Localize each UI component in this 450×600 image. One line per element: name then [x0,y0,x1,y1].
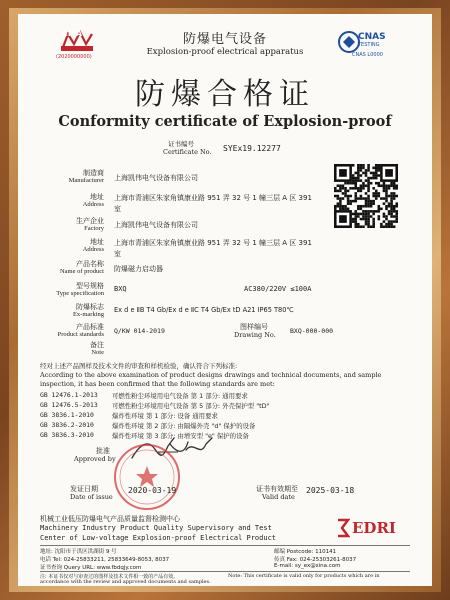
std-text: 爆炸性环境 第 3 部分: 由增安型 "e" 保护的设备 [112,432,249,440]
issue-date-label-en: Date of issue [70,493,113,501]
certificate-title-en: Conformity certificate of Explosion-proof [58,113,392,130]
footer-email: E-mail: sy_ex@sina.com [274,563,341,569]
drawing-no-label-zh: 图样编号 [240,323,268,331]
issue-date-label-zh: 发证日期 [70,485,98,493]
address-value-line2: 室 [114,205,121,213]
note-label-en: Note [91,349,104,356]
footer-org-en-2: Center of Low-voltage Explosion-proof Electrical Product [40,534,277,542]
approved-label-en: Approved by [74,455,116,463]
footer-org-en-1: Machinery Industry Product Quality Supervisory and Test [40,524,272,532]
address-value: 上海市青浦区朱家角镇康业路 951 弄 32 号 1 幢三层 A 区 391 [114,194,312,202]
factory-address-label-en: Address [82,246,104,253]
footer-divider [40,545,410,546]
product-standards-label-zh: 产品标准 [76,323,104,331]
std-text: 可燃性粉尘环境用电气设备 第 5 部分: 外壳保护型 "tD" [112,402,270,410]
footer-divider-2 [40,571,410,572]
footer-postcode: 邮编 Postcode: 110141 [274,549,337,555]
std-text: 可燃性粉尘环境用电气设备 第 1 部分: 通用要求 [112,392,248,400]
drawing-no-value: BXQ-000-000 [290,327,334,335]
cert-no-label-zh: 证书编号 [168,140,194,148]
valid-date-value: 2025-03-18 [306,486,355,495]
std-text: 爆炸性环境 第 2 部分: 由隔爆外壳 "d" 保护的设备 [112,422,256,430]
factory-address-value: 上海市青浦区朱家角镇康业路 951 弄 32 号 1 幢三层 A 区 391 [114,239,312,247]
certificate-title-zh: 防爆合格证 [135,77,315,112]
header-title-zh: 防爆电气设备 [182,32,267,47]
body-text-en-2: inspection, it has been confirmed that the following standards are met: [40,380,275,388]
std-code: GB 3836.2-2010 [40,421,94,429]
cert-number: SYEx19.12277 [223,144,281,153]
edri-logo-icon [336,518,350,542]
certificate-paper [18,14,432,586]
footer-tel: 电话 Tel: 024-25833211, 25833649-8053, 8037 [40,557,170,563]
cnas-sub: TESTING [358,42,380,48]
ex-marking-value: Ex d e ⅡB T4 Gb/Ex d e ⅡC T4 Gb/Ex tD A21 IP65 T80℃ [114,306,294,314]
cert-no-label-en: Certificate No. [163,148,212,156]
factory-label-en: Factory [84,225,104,232]
type-spec-rating: AC380/220V ≤100A [244,285,312,293]
manufacturer-label-en: Manufacturer [68,177,104,184]
edri-logo: EDRI [352,519,396,537]
approved-label-zh: 批准 [96,447,110,455]
cnas-code: CNAS L0000 [352,52,383,58]
footer-query-url: 证书查询 Query URL: www.fbdqjy.com [40,565,142,571]
footer-fax: 传真 Fax: 024-25303261-8037 [274,557,357,563]
header-title-en: Explosion-proof electrical apparatus [146,47,304,57]
manufacturer-label-zh: 制造商 [83,169,104,177]
product-standards-label-en: Product standards [57,331,104,338]
product-standards-value: Q/KW 014-2019 [114,327,165,335]
std-code: GB 12476.1-2013 [40,391,98,399]
address-label-zh: 地址 [90,193,104,201]
address-label-en: Address [82,201,104,208]
valid-date-label-zh: 证书有效期至 [256,485,298,493]
footer-address: 地址: 沈阳市于洪区洪湖街 9 号 [40,549,117,555]
std-code: GB 3836.3-2010 [40,431,94,439]
factory-label-zh: 生产企业 [76,217,104,225]
type-spec-label-en: Type specification [56,290,104,297]
manufacturer-value: 上海凯伟电气设备有限公司 [114,174,198,182]
cma-code: (2020000000) [56,54,92,60]
official-seal [112,442,182,516]
note-label-zh: 备注 [90,341,104,349]
std-code: GB 3836.1-2010 [40,411,94,419]
product-name-value: 防爆磁力启动器 [114,265,163,273]
product-name-label-en: Name of product [59,268,104,275]
valid-date-label-en: Valid date [262,493,295,501]
footer-note-en: Note: This certificate is valid only for products which are in [228,573,380,579]
body-text-en-1: According to the above examination of product designs drawings and technical documents, and sample [40,371,382,379]
footer-note-zh: 注: 本证书仅对与审查过的图样及技术文件相一致的产品有效。 [40,574,179,580]
body-text-zh: 经对上述产品图样及技术文件的审查和样机检验，确认符合下列标准: [40,362,238,370]
type-spec-label-zh: 型号规格 [76,282,104,290]
factory-address-label-zh: 地址 [90,238,104,246]
factory-address-value-line2: 室 [114,250,121,258]
footer-org-zh: 机械工业低压防爆电气产品质量监督检测中心 [40,515,180,523]
ex-marking-label-zh: 防爆标志 [76,303,104,311]
cma-text: CMA [62,29,83,38]
factory-value: 上海凯伟电气设备有限公司 [114,221,198,229]
std-code: GB 12476.5-2013 [40,401,98,409]
issue-date-value: 2020-03-19 [128,486,177,495]
type-spec-model: BXQ [114,285,127,293]
drawing-no-label-en: Drawing No. [234,331,276,339]
cnas-text: CNAS [358,32,386,42]
std-text: 爆炸性环境 第 1 部分: 设备 通用要求 [112,412,218,420]
ex-marking-label-en: Ex-marking [72,311,104,318]
qr-code [334,164,398,228]
footer-note-en-2: accordance with the review and approved documents and samples. [40,579,211,585]
product-name-label-zh: 产品名称 [76,260,104,268]
